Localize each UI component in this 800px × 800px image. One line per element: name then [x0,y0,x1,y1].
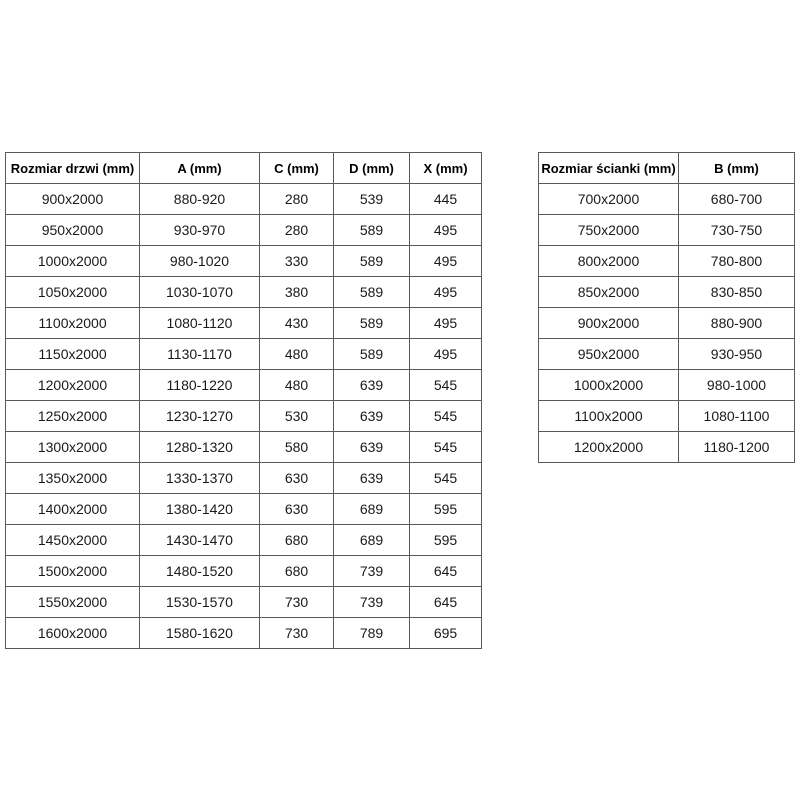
table-cell: 530 [260,401,334,432]
table-row [539,277,795,308]
table-cell: 589 [334,308,410,339]
table-cell: 480 [260,370,334,401]
table-row [6,339,482,370]
table-cell: 539 [334,184,410,215]
table-row [6,370,482,401]
table-cell: 495 [410,277,482,308]
table-cell: 630 [260,463,334,494]
table-row [539,401,795,432]
table-cell: 830-850 [679,277,795,308]
table-row [6,525,482,556]
table-cell: 1180-1220 [140,370,260,401]
table-cell: 1100x2000 [6,308,140,339]
table-cell: 695 [410,618,482,649]
table-cell: 739 [334,587,410,618]
table-cell: 780-800 [679,246,795,277]
table-row [6,184,482,215]
column-header: A (mm) [140,153,260,184]
wall-sizes-table [538,152,795,463]
table-row [6,277,482,308]
table-row [6,432,482,463]
table-cell: 495 [410,308,482,339]
table-cell: 589 [334,246,410,277]
table-row [6,308,482,339]
table-cell: 595 [410,494,482,525]
table-cell: 1080-1100 [679,401,795,432]
table-cell: 480 [260,339,334,370]
table-cell: 639 [334,370,410,401]
table-cell: 1550x2000 [6,587,140,618]
table-row [6,494,482,525]
table-cell: 789 [334,618,410,649]
table-cell: 1330-1370 [140,463,260,494]
table-cell: 280 [260,184,334,215]
table-cell: 680-700 [679,184,795,215]
table-cell: 800x2000 [539,246,679,277]
table-cell: 1530-1570 [140,587,260,618]
table-cell: 580 [260,432,334,463]
table-cell: 1000x2000 [539,370,679,401]
table-cell: 930-970 [140,215,260,246]
table-row [539,246,795,277]
table-cell: 1480-1520 [140,556,260,587]
table-cell: 900x2000 [6,184,140,215]
table-cell: 589 [334,277,410,308]
table-cell: 1200x2000 [6,370,140,401]
table-row [6,618,482,649]
table-cell: 545 [410,401,482,432]
column-header: Rozmiar drzwi (mm) [6,153,140,184]
table-cell: 680 [260,525,334,556]
table-cell: 330 [260,246,334,277]
table-cell: 645 [410,587,482,618]
table-cell: 730 [260,618,334,649]
table-cell: 739 [334,556,410,587]
table-cell: 1130-1170 [140,339,260,370]
table-row [539,215,795,246]
table-row [6,246,482,277]
table-cell: 280 [260,215,334,246]
table-cell: 980-1000 [679,370,795,401]
column-header: Rozmiar ścianki (mm) [539,153,679,184]
table-row [6,556,482,587]
table-row [6,401,482,432]
table-cell: 730 [260,587,334,618]
table-row [6,587,482,618]
table-cell: 1430-1470 [140,525,260,556]
table-cell: 1050x2000 [6,277,140,308]
table-cell: 900x2000 [539,308,679,339]
table-cell: 545 [410,432,482,463]
table-cell: 430 [260,308,334,339]
table-cell: 595 [410,525,482,556]
table-cell: 495 [410,215,482,246]
table-cell: 689 [334,494,410,525]
table-row [539,184,795,215]
table-cell: 1230-1270 [140,401,260,432]
table-cell: 850x2000 [539,277,679,308]
table-cell: 1380-1420 [140,494,260,525]
table-cell: 495 [410,339,482,370]
table-cell: 380 [260,277,334,308]
table-cell: 980-1020 [140,246,260,277]
table-cell: 1250x2000 [6,401,140,432]
table-cell: 1350x2000 [6,463,140,494]
table-cell: 880-920 [140,184,260,215]
table-cell: 1000x2000 [6,246,140,277]
table-cell: 545 [410,463,482,494]
table-row [539,308,795,339]
table-cell: 645 [410,556,482,587]
column-header: B (mm) [679,153,795,184]
column-header: X (mm) [410,153,482,184]
table-cell: 1300x2000 [6,432,140,463]
table-cell: 1400x2000 [6,494,140,525]
table-cell: 950x2000 [6,215,140,246]
table-cell: 639 [334,401,410,432]
table-cell: 750x2000 [539,215,679,246]
table-cell: 1100x2000 [539,401,679,432]
table-row [539,370,795,401]
table-cell: 1200x2000 [539,432,679,463]
table-cell: 545 [410,370,482,401]
table-cell: 689 [334,525,410,556]
table-cell: 1150x2000 [6,339,140,370]
table-cell: 639 [334,432,410,463]
table-row [6,463,482,494]
table-cell: 1500x2000 [6,556,140,587]
table-cell: 1080-1120 [140,308,260,339]
table-row [6,215,482,246]
table-cell: 700x2000 [539,184,679,215]
table-cell: 630 [260,494,334,525]
table-cell: 1600x2000 [6,618,140,649]
door-sizes-header-row [6,153,482,184]
wall-sizes-header-row [539,153,795,184]
table-cell: 680 [260,556,334,587]
table-cell: 930-950 [679,339,795,370]
table-cell: 1280-1320 [140,432,260,463]
table-cell: 445 [410,184,482,215]
table-cell: 1030-1070 [140,277,260,308]
table-cell: 1450x2000 [6,525,140,556]
table-cell: 495 [410,246,482,277]
table-row [539,432,795,463]
table-row [539,339,795,370]
door-sizes-table [5,152,482,649]
table-cell: 589 [334,339,410,370]
table-cell: 1580-1620 [140,618,260,649]
table-cell: 639 [334,463,410,494]
table-cell: 589 [334,215,410,246]
table-cell: 950x2000 [539,339,679,370]
table-cell: 1180-1200 [679,432,795,463]
column-header: D (mm) [334,153,410,184]
column-header: C (mm) [260,153,334,184]
table-cell: 730-750 [679,215,795,246]
table-cell: 880-900 [679,308,795,339]
